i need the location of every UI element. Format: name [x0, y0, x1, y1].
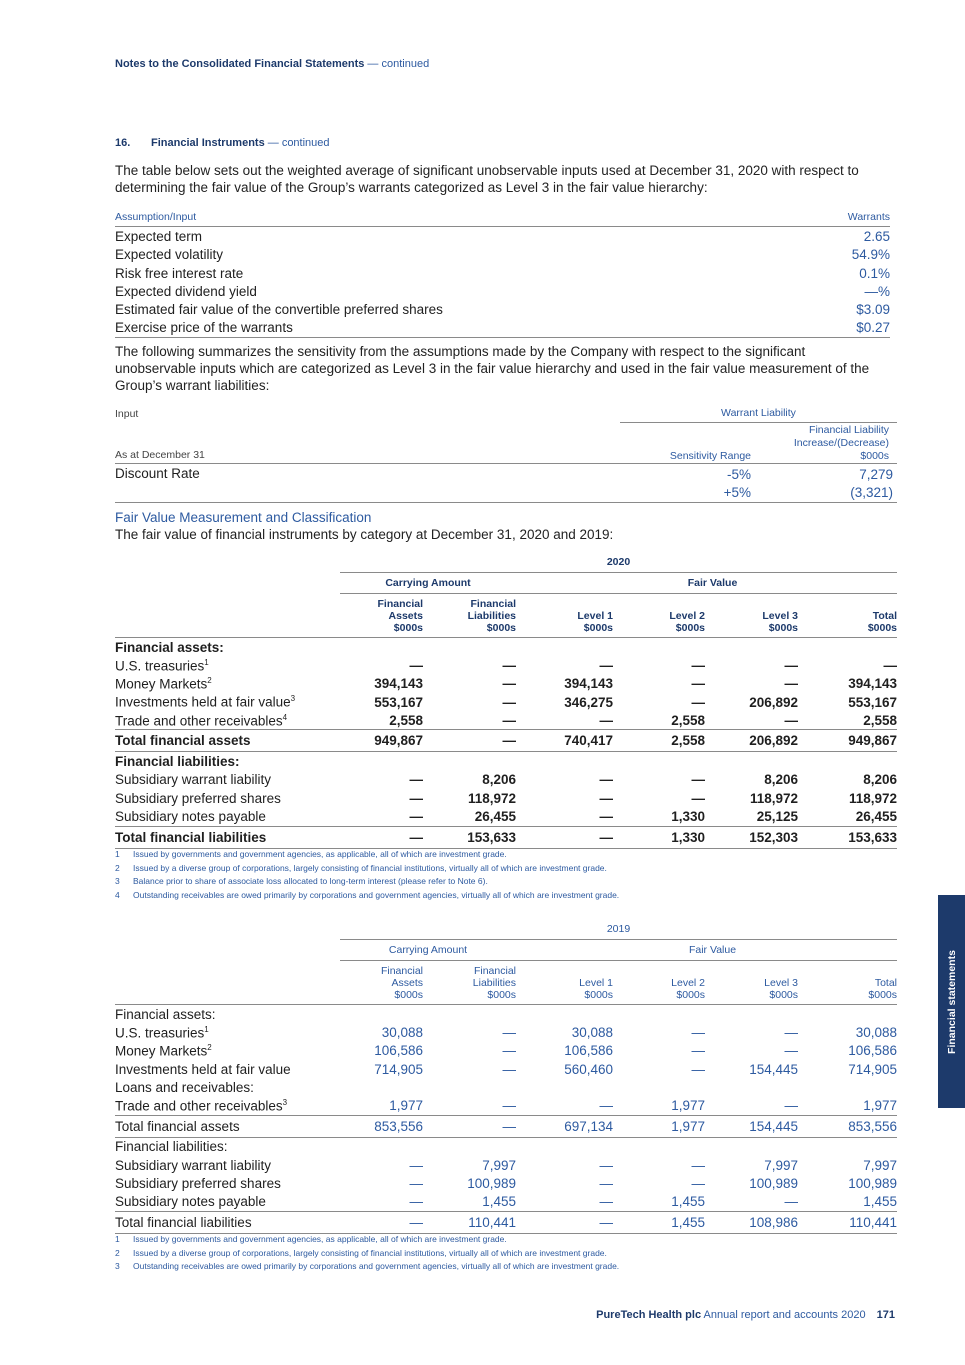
table-row: Investments held at fair value 714,905 — 560,460 — 154,445 714,905	[115, 1061, 898, 1077]
total-liabilities-row: Total financial liabilities — 110,441 — 1,455 108,986 110,441	[115, 1211, 897, 1233]
table-row: U.S. treasuries$^1$ 30,088 — 30,088 — — 30,088	[115, 1024, 898, 1041]
col-level1: Level 1 $000s	[516, 961, 613, 1005]
fair-value-subtitle: The fair value of financial instruments by category at December 31, 2020 and 2019:	[115, 527, 614, 542]
table-row: Expected term 2.65	[115, 228, 890, 244]
sensitivity-paragraph: The following summarizes the sensitivity from the assumptions made by the Company with respect to the significant unobservable inputs which are categorized as Level 3 in the fair value hierarchy and used in the fair value measurement of the Group’s warrant liabilities:	[115, 344, 870, 393]
col-financial-liabilities: Financial Liabilities $000s	[423, 961, 516, 1005]
running-head-title: Notes to the Consolidated Financial Statements	[115, 58, 365, 70]
fair-value-table-2020	[115, 556, 897, 849]
footnote: 1 Issued by governments and government agencies, as applicable, all of which are investment grade.	[115, 1234, 507, 1244]
footnote: 3 Outstanding receivables are owed primarily by corporations and government agencies, virtually all of which are investment grade.	[115, 1261, 620, 1271]
assumption-col-header: Assumption/Input	[115, 211, 197, 224]
section-heading	[115, 137, 330, 149]
section-suffix: — continued	[264, 137, 330, 149]
year-header: 2019	[340, 923, 897, 940]
table-row: Subsidiary warrant liability — 7,997 — — 7,997 7,997	[115, 1157, 898, 1173]
fair-value-title: Fair Value Measurement and Classification	[115, 510, 372, 525]
total-assets-row: Total financial assets 853,556 — 697,134 1,977 154,445 853,556	[115, 1115, 897, 1137]
col-level1: Level 1 $000s	[516, 594, 613, 638]
section-number: 16.	[115, 137, 131, 149]
carrying-amount-header: Carrying Amount	[340, 573, 516, 594]
financial-liability-header: Financial Liability Increase/(Decrease) $000s	[793, 424, 889, 462]
col-level2: Level 2 $000s	[613, 594, 705, 638]
liabilities-heading: Financial liabilities:	[115, 754, 240, 770]
fair-value-header: Fair Value	[516, 573, 897, 594]
table-row: Trade and other receivables$^3$ 1,977 — — 1,977 — 1,977	[115, 1097, 898, 1114]
year-header: 2020	[340, 556, 897, 573]
intro-paragraph: The table below sets out the weighted average of significant unobservable inputs used at December 31, 2020 with respect to determining the fair value of the Group’s warrants categorized as Level 3 in the fair value hierarchy:	[115, 163, 859, 195]
warrants-col-header: Warrants	[847, 211, 890, 224]
report-title: Annual report and accounts 2020	[703, 1309, 866, 1321]
footnotes-2019	[115, 1233, 619, 1274]
page-footer	[596, 1309, 895, 1321]
col-level3: Level 3 $000s	[705, 594, 798, 638]
running-head	[115, 58, 429, 70]
col-total: Total $000s	[798, 594, 897, 638]
sidebar-tab-label: Financial statements	[945, 949, 958, 1054]
assets-heading: Financial assets:	[115, 639, 224, 655]
value-row: (3,321)	[850, 485, 893, 500]
table-row: Subsidiary notes payable — 26,455 — 1,330 25,125 26,455	[115, 807, 897, 826]
footnote: 3 Balance prior to share of associate loss allocated to long-term interest (please refer to Note 6).	[115, 876, 488, 886]
page-number: 171	[876, 1309, 895, 1321]
assumptions-table	[115, 208, 897, 338]
col-financial-assets: Financial Assets $000s	[340, 594, 423, 638]
table-row: Estimated fair value of the convertible preferred shares $3.09	[115, 302, 890, 318]
table-row: Subsidiary preferred shares — 100,989 — — 100,989 100,989	[115, 1176, 898, 1192]
liabilities-heading: Financial liabilities:	[115, 1139, 228, 1155]
table-row: Money Markets$^2$ 106,586 — 106,586 — — 106,586	[115, 1042, 898, 1059]
range-row: -5%	[726, 467, 751, 482]
table-row: Subsidiary preferred shares — 118,972 — — 118,972 118,972	[115, 790, 898, 806]
total-assets-row: Total financial assets 949,867 — 740,417 2,558 206,892 949,867	[115, 730, 897, 752]
discount-rate-label: Discount Rate	[115, 466, 200, 481]
sensitivity-range-header: Sensitivity Range	[669, 450, 751, 462]
fair-value-header: Fair Value	[516, 940, 897, 961]
sidebar-tab-financial-statements[interactable]	[938, 895, 965, 1108]
warrant-liability-header: Warrant Liability	[620, 407, 897, 423]
value-row: 7,279	[859, 467, 893, 482]
range-row: +5%	[723, 485, 751, 500]
total-liabilities-row: Total financial liabilities — 153,633 — 1,330 152,303 153,633	[115, 826, 897, 848]
table-row: Exercise price of the warrants $0.27	[115, 319, 890, 338]
sensitivity-table	[115, 405, 897, 505]
footnote: 2 Issued by a diverse group of corporations, largely consisting of financial institutions, virtually all of which are investment grade.	[115, 1247, 607, 1258]
table-row: Expected volatility 54.9%	[115, 247, 890, 263]
carrying-amount-header: Carrying Amount	[340, 940, 516, 961]
assets-heading: Financial assets:	[115, 1006, 216, 1022]
table-row: Subsidiary notes payable — 1,455 — 1,455 — 1,455	[115, 1193, 897, 1212]
col-level2: Level 2 $000s	[613, 961, 705, 1005]
table-row: Trade and other receivables$^4$ 2,558 — — 2,558 — 2,558	[115, 712, 898, 729]
col-financial-assets: Financial Assets $000s	[340, 961, 423, 1005]
table-row: Expected dividend yield —%	[115, 283, 890, 299]
input-label: Input	[115, 408, 139, 420]
table-row: Investments held at fair value$^3$ 553,167 — 346,275 — 206,892 553,167	[115, 694, 898, 710]
running-head-suffix: — continued	[364, 58, 430, 70]
section-title: Financial Instruments	[151, 137, 265, 149]
loans-heading: Loans and receivables:	[115, 1079, 254, 1095]
company-name: PureTech Health plc	[596, 1309, 702, 1321]
footnotes-2020	[115, 848, 619, 902]
footnote: 2 Issued by a diverse group of corporations, largely consisting of financial institutions, virtually all of which are investment grade.	[115, 862, 607, 873]
table-row: Subsidiary warrant liability — 8,206 — — 8,206 8,206	[115, 772, 898, 788]
table-row: U.S. treasuries$^1$ — — — — — —	[115, 657, 898, 674]
col-total: Total $000s	[798, 961, 897, 1005]
col-level3: Level 3 $000s	[705, 961, 798, 1005]
table-row: Money Markets$^2$ 394,143 — 394,143 — — 394,143	[115, 675, 898, 692]
footnote: 4 Outstanding receivables are owed primarily by corporations and government agencies, virtually all of which are investment grade.	[115, 889, 620, 900]
table-row: Risk free interest rate 0.1%	[115, 265, 890, 281]
footnote: 1 Issued by governments and government agencies, as applicable, all of which are investment grade.	[115, 849, 507, 859]
as-at-label: As at December 31	[115, 449, 205, 461]
fair-value-table-2019	[115, 923, 897, 1234]
col-financial-liabilities: Financial Liabilities $000s	[423, 594, 516, 638]
